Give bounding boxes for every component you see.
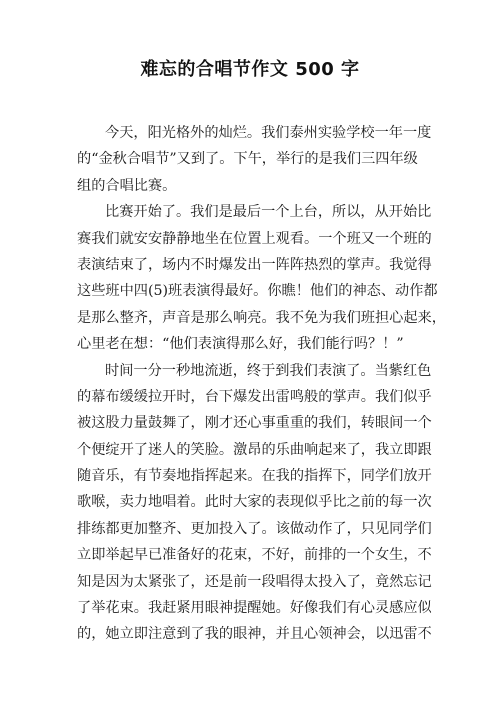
paragraph-line: 这些班中四(5)班表演得最好。你瞧！他们的神态、动作都 [77,283,438,300]
paragraph-line: 歌喉，卖力地唱着。此时大家的表现似乎比之前的每一次 [77,494,432,511]
paragraph-line: 表演结束了，场内不时爆发出一阵阵热烈的掌声。我觉得 [77,256,432,273]
paragraph-line: 排练都更加整齐、更加投入了。该做动作了，只见同学们 [77,520,432,537]
paragraph-3 [77,358,432,648]
paragraph-line: 赛我们就安安静静地坐在位置上观看。一个班又一个班的 [77,230,432,247]
paragraph-line: 比赛开始了。我们是最后一个上台，所以，从开始比 [105,204,432,221]
paragraph-line: 了举花束。我赶紧用眼神提醒她。好像我们有心灵感应似 [77,600,432,617]
paragraph-line: 知是因为太紧张了，还是前一段唱得太投入了，竟然忘记 [77,573,432,590]
paragraph-line: 时间一分一秒地流逝，终于到我们表演了。当紫红色 [105,362,432,379]
paragraph-line: 的“金秋合唱节”又到了。下午，举行的是我们三四年级 [77,151,418,168]
paragraph-1 [77,120,432,199]
paragraph-line: 是那么整齐，声音是那么响亮。我不免为我们班担心起来， [77,309,446,326]
paragraph-line: 立即举起早已准备好的花束，不好，前排的一个女生，不 [77,547,432,564]
paragraph-line: 今天，阳光格外的灿烂。我们泰州实验学校一年一度 [105,125,432,141]
paragraph-line: 个便绽开了迷人的笑脸。激昂的乐曲响起来了，我立即跟 [77,441,432,458]
paragraph-line: 随音乐，有节奏地指挥起来。在我的指挥下，同学们放开 [77,468,432,485]
document-title: 难忘的合唱节作文 500 字 [140,59,360,80]
paragraph-line: 的幕布缓缓拉开时，台下爆发出雷鸣般的掌声。我们似乎 [77,388,432,405]
paragraph-line: 心里老在想：“他们表演得那么好，我们能行吗？！” [77,336,404,353]
paragraph-line: 被这股力量鼓舞了，刚才还心事重重的我们，转眼间一个 [77,415,432,432]
paragraph-line: 组的合唱比赛。 [77,177,177,194]
document-body [77,120,446,648]
paragraph-2 [77,199,446,357]
paragraph-line: 的，她立即注意到了我的眼神，并且心领神会，以迅雷不 [77,626,432,643]
